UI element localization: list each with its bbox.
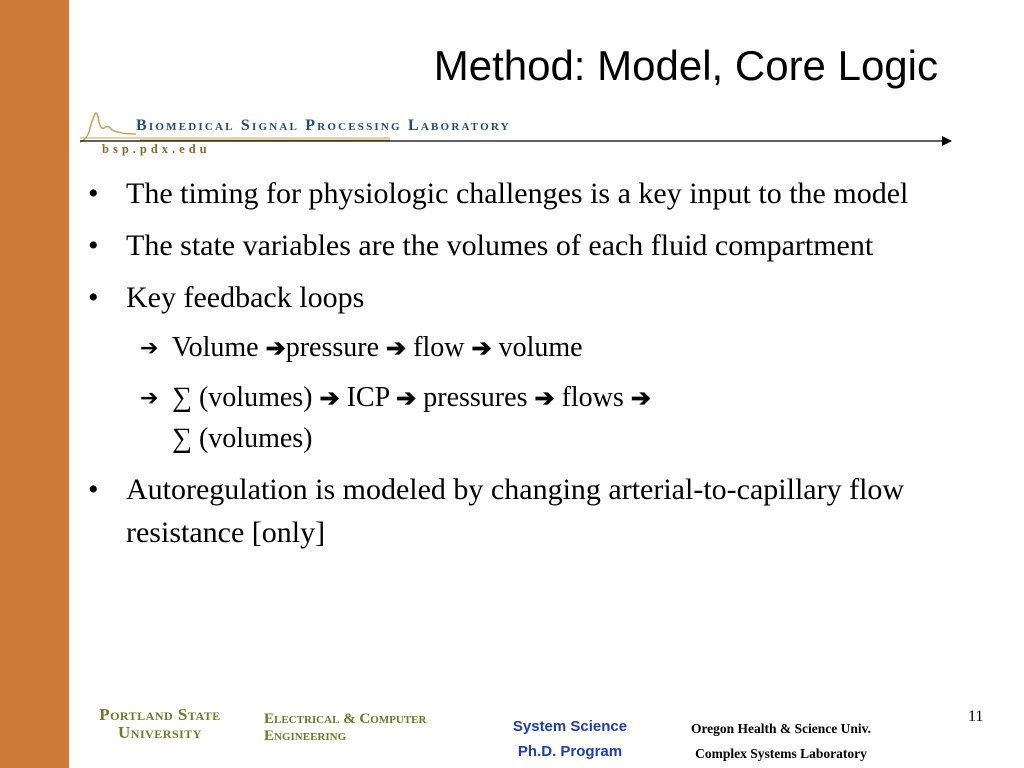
lab-url: bsp.pdx.edu — [102, 142, 211, 156]
bullet-text: The timing for physiologic challenges is a key input to the model — [126, 177, 909, 210]
right-arrow-icon: ➔ — [534, 386, 555, 412]
sub-bullet-text: flows — [554, 382, 631, 413]
ohsu-line1: Oregon Health & Science Univ. — [690, 721, 872, 736]
right-arrow-icon: ➔ — [140, 335, 159, 360]
sub-bullet-item — [84, 378, 954, 459]
sub-bullet-text: Volume — [172, 332, 266, 363]
right-arrow-icon: ➔ — [386, 336, 407, 362]
bullet-text: each fluid compartment — [588, 229, 874, 262]
psu-logo-line1: Portland State — [99, 705, 221, 724]
sub-bullet-text: ICP — [339, 382, 397, 413]
lab-name: Biomedical Signal Processing Laboratory — [136, 117, 511, 134]
right-arrow-icon: ➔ — [265, 336, 286, 362]
sub-bullet-text: flow — [406, 332, 472, 363]
ohsu-line2: Complex Systems Laboratory — [695, 746, 867, 761]
bullet-dot-icon: • — [88, 177, 99, 210]
sub-bullet-text: ∑ (volumes) — [172, 423, 313, 454]
ohsu-label — [668, 716, 894, 766]
ece-logo-line2: Engineering — [264, 728, 347, 744]
bullet-text: Key feedback loops — [126, 281, 365, 314]
system-science-line2: Ph.D. Program — [517, 743, 623, 760]
bullet-item — [84, 468, 954, 554]
sub-bullet-text: pressure — [285, 332, 387, 363]
sub-bullet-text: volume — [491, 332, 583, 363]
ece-logo — [264, 711, 426, 745]
right-arrow-icon: ➔ — [630, 386, 651, 412]
sub-bullet-item — [84, 328, 954, 369]
bullet-item — [84, 172, 954, 215]
slide-title: Method: Model, Core Logic — [433, 42, 938, 89]
bullet-text: The state variables are the volumes of — [126, 229, 581, 262]
ece-logo-line1: Electrical & Computer — [264, 711, 427, 727]
bullet-text: Autoregulation is modeled by changing arterial-to-capillary flow resistance [only] — [126, 473, 905, 549]
bullet-dot-icon: • — [88, 281, 99, 314]
page-number: 11 — [968, 708, 984, 725]
psu-logo-line2: University — [118, 723, 202, 742]
bullet-dot-icon: • — [88, 229, 99, 262]
system-science-label — [498, 714, 642, 764]
slide-body — [84, 172, 954, 563]
sub-bullet-text: pressures — [416, 382, 535, 413]
bullet-dot-icon: • — [88, 473, 99, 506]
system-science-line1: System Science — [512, 718, 628, 735]
right-arrow-icon: ➔ — [140, 385, 159, 410]
bullet-item — [84, 276, 954, 319]
right-arrow-icon: ➔ — [396, 386, 417, 412]
bullet-item — [84, 224, 954, 267]
psu-logo — [80, 706, 240, 742]
sub-bullet-text: ∑ (volumes) — [172, 382, 320, 413]
right-arrow-icon: ➔ — [319, 386, 340, 412]
right-arrow-icon: ➔ — [471, 336, 492, 362]
side-accent-bar — [0, 0, 69, 768]
arrow-head-icon — [942, 136, 952, 146]
